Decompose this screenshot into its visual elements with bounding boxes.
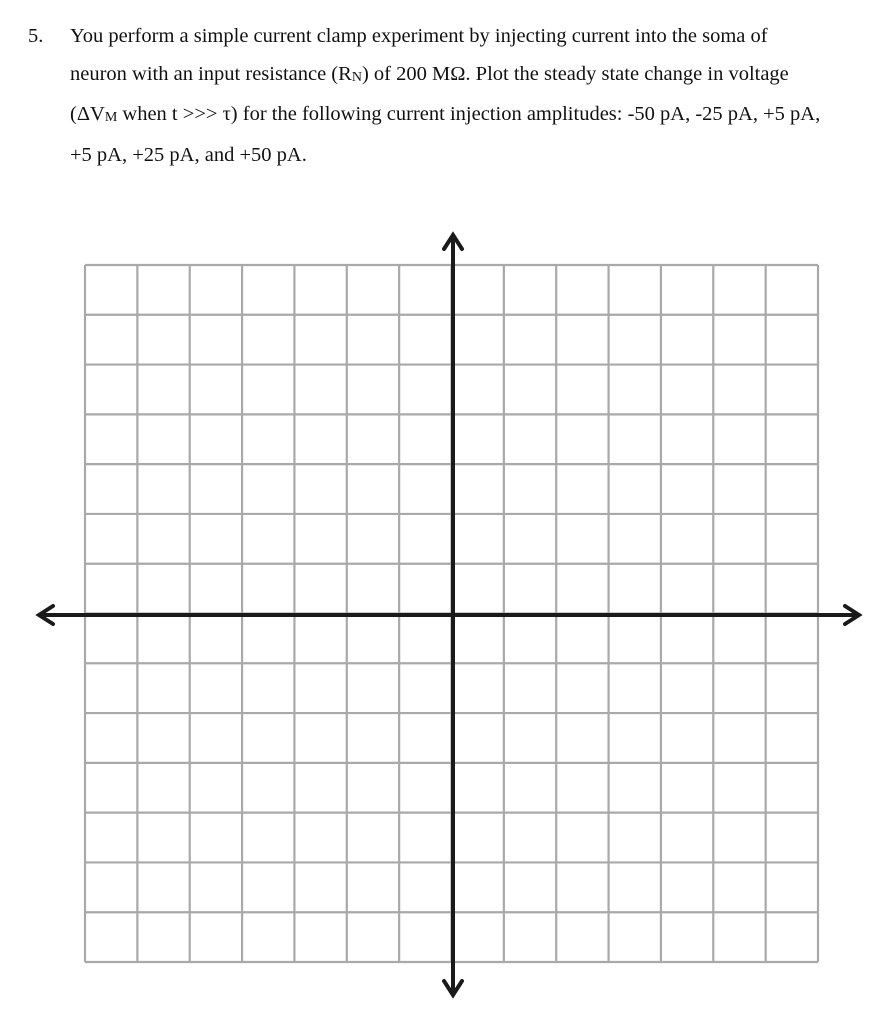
question-line-1: You perform a simple current clamp experiment by injecting current into the soma of — [70, 25, 768, 47]
question-line-3-start: (ΔV — [70, 103, 105, 125]
membrane-voltage-subscript: M — [104, 110, 118, 125]
question-line-2-start: neuron with an input resistance (R — [70, 62, 352, 85]
question-line-2-end: ) of 200 MΩ. Plot the steady state change in voltage — [361, 62, 789, 85]
question-line-4: +5 pA, +25 pA, and +50 pA. — [70, 143, 307, 166]
question-line-3-end: when t >>> τ) for the following current injection amplitudes: -50 pA, -25 pA, +5 pA, — [117, 103, 821, 125]
question-number: 5. — [28, 25, 44, 47]
axes — [39, 235, 859, 995]
input-resistance-subscript: N — [351, 69, 362, 85]
